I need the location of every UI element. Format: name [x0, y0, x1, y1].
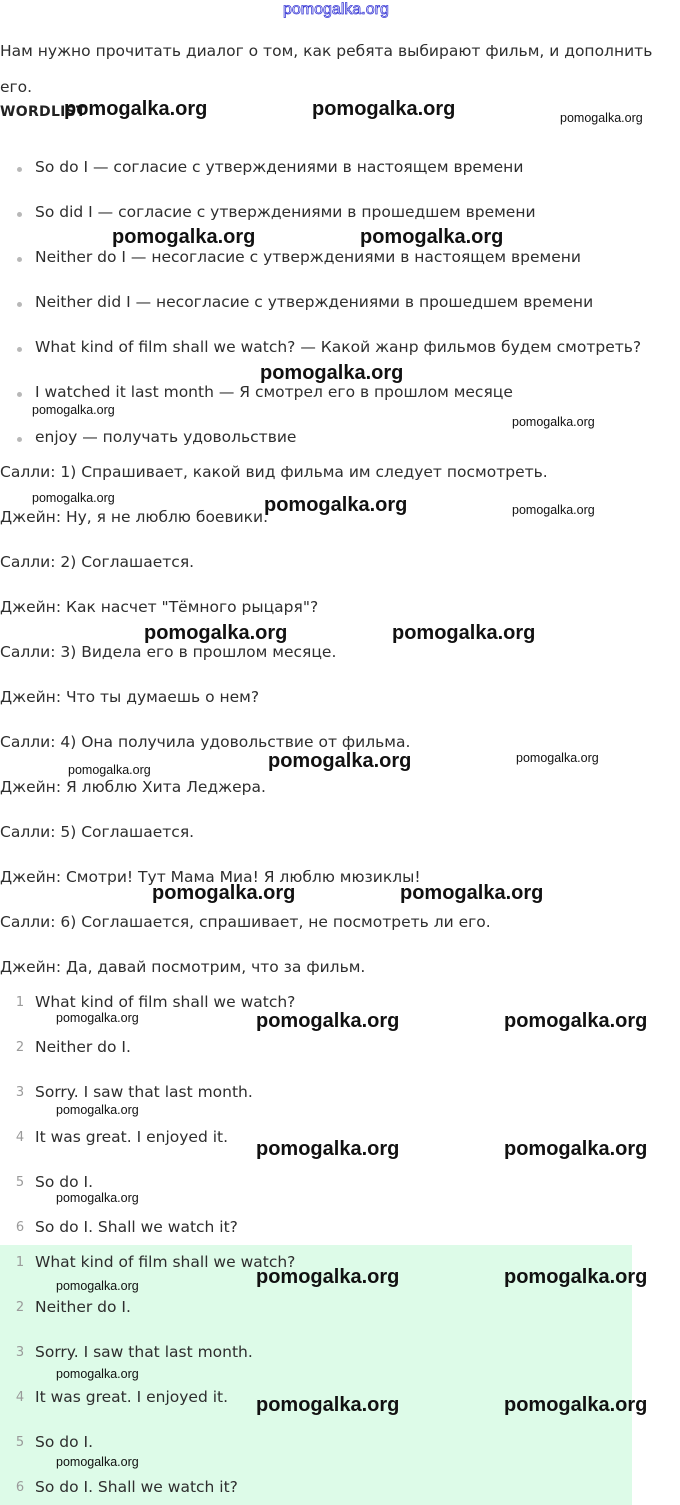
answer-number: 2 [15, 1300, 25, 1315]
watermark: pomogalka.org [256, 1010, 400, 1032]
answer-number: 1 [15, 1255, 25, 1270]
answer-number: 4 [15, 1130, 25, 1145]
watermark: pomogalka.org [56, 1191, 139, 1205]
watermark: pomogalka.org [144, 622, 288, 644]
watermark: pomogalka.org [512, 415, 595, 429]
bullet-icon [17, 302, 22, 307]
answer-item: So do I. [35, 1173, 93, 1191]
wordlist-item: What kind of film shall we watch? — Какой жанр фильмов будем смотреть? [35, 338, 642, 356]
watermark: pomogalka.org [56, 1279, 139, 1293]
watermark: pomogalka.org [260, 362, 404, 384]
watermark: pomogalka.org [400, 882, 544, 904]
wordlist-item: Neither do I — несогласие с утверждениями в настоящем времени [35, 248, 581, 266]
dialogue-line: Салли: 3) Видела его в прошлом месяце. [0, 643, 337, 661]
watermark: pomogalka.org [264, 494, 408, 516]
watermark: pomogalka.org [56, 1011, 139, 1025]
watermark-top: pomogalka.org [283, 1, 389, 18]
bullet-icon [17, 167, 22, 172]
wordlist-item: I watched it last month — Я смотрел его в прошлом месяце [35, 383, 513, 401]
watermark: pomogalka.org [504, 1010, 648, 1032]
answer-item: Neither do I. [35, 1298, 131, 1316]
dialogue-line: Джейн: Что ты думаешь о нем? [0, 688, 260, 706]
wordlist-item: Neither did I — несогласие с утверждениями в прошедшем времени [35, 293, 594, 311]
watermark: pomogalka.org [392, 622, 536, 644]
watermark: pomogalka.org [360, 226, 504, 248]
answer-number: 5 [15, 1175, 25, 1190]
watermark: pomogalka.org [516, 751, 599, 765]
watermark: pomogalka.org [268, 750, 412, 772]
answer-number: 3 [15, 1085, 25, 1100]
watermark: pomogalka.org [112, 226, 256, 248]
answer-item: So do I. [35, 1433, 93, 1451]
watermark: pomogalka.org [312, 98, 456, 120]
wordlist-heading: WORDLIST [0, 104, 86, 120]
watermark: pomogalka.org [504, 1266, 648, 1288]
watermark: pomogalka.org [504, 1138, 648, 1160]
dialogue-line: Салли: 6) Соглашается, спрашивает, не посмотреть ли его. [0, 913, 491, 931]
watermark: pomogalka.org [256, 1266, 400, 1288]
answer-item: Sorry. I saw that last month. [35, 1083, 253, 1101]
answer-item: What kind of film shall we watch? [35, 1253, 296, 1271]
bullet-icon [17, 212, 22, 217]
watermark: pomogalka.org [56, 1455, 139, 1469]
dialogue-line: Джейн: Ну, я не люблю боевики. [0, 508, 269, 526]
watermark: pomogalka.org [256, 1394, 400, 1416]
watermark: pomogalka.org [56, 1103, 139, 1117]
watermark: pomogalka.org [56, 1367, 139, 1381]
watermark: pomogalka.org [560, 111, 643, 125]
bullet-icon [17, 392, 22, 397]
answer-number: 2 [15, 1040, 25, 1055]
answer-item: Sorry. I saw that last month. [35, 1343, 253, 1361]
answer-item: Neither do I. [35, 1038, 131, 1056]
answer-number: 5 [15, 1435, 25, 1450]
answer-item: It was great. I enjoyed it. [35, 1388, 229, 1406]
answer-number: 6 [15, 1480, 25, 1495]
watermark: pomogalka.org [512, 503, 595, 517]
dialogue-line: Джейн: Как насчет "Тёмного рыцаря"? [0, 598, 319, 616]
dialogue-line: Джейн: Смотри! Тут Мама Миа! Я люблю мюзиклы! [0, 868, 421, 886]
answer-item: What kind of film shall we watch? [35, 993, 296, 1011]
bullet-icon [17, 347, 22, 352]
dialogue-line: Джейн: Я люблю Хита Леджера. [0, 778, 266, 796]
answer-number: 6 [15, 1220, 25, 1235]
answer-item: So do I. Shall we watch it? [35, 1478, 238, 1496]
wordlist-item: enjoy — получать удовольствие [35, 428, 297, 446]
bullet-icon [17, 437, 22, 442]
answer-number: 4 [15, 1390, 25, 1405]
watermark: pomogalka.org [504, 1394, 648, 1416]
answer-number: 3 [15, 1345, 25, 1360]
bullet-icon [17, 257, 22, 262]
answer-item: So do I. Shall we watch it? [35, 1218, 238, 1236]
wordlist-item: So did I — согласие с утверждениями в прошедшем времени [35, 203, 536, 221]
dialogue-line: Салли: 4) Она получила удовольствие от фильма. [0, 733, 411, 751]
watermark: pomogalka.org [152, 882, 296, 904]
dialogue-line: Салли: 2) Соглашается. [0, 553, 195, 571]
watermark: pomogalka.org [64, 98, 208, 120]
watermark: pomogalka.org [32, 491, 115, 505]
wordlist-item: So do I — согласие с утверждениями в настоящем времени [35, 158, 524, 176]
dialogue-line: Джейн: Да, давай посмотрим, что за фильм. [0, 958, 366, 976]
dialogue-line: Салли: 1) Спрашивает, какой вид фильма им следует посмотреть. [0, 463, 548, 481]
answer-number: 1 [15, 995, 25, 1010]
dialogue-line: Салли: 5) Соглашается. [0, 823, 195, 841]
watermark: pomogalka.org [32, 403, 115, 417]
watermark: pomogalka.org [256, 1138, 400, 1160]
watermark: pomogalka.org [68, 763, 151, 777]
intro-text: Нам нужно прочитать диалог о том, как ребята выбирают фильм, и дополнить его. [0, 42, 653, 96]
answer-item: It was great. I enjoyed it. [35, 1128, 229, 1146]
